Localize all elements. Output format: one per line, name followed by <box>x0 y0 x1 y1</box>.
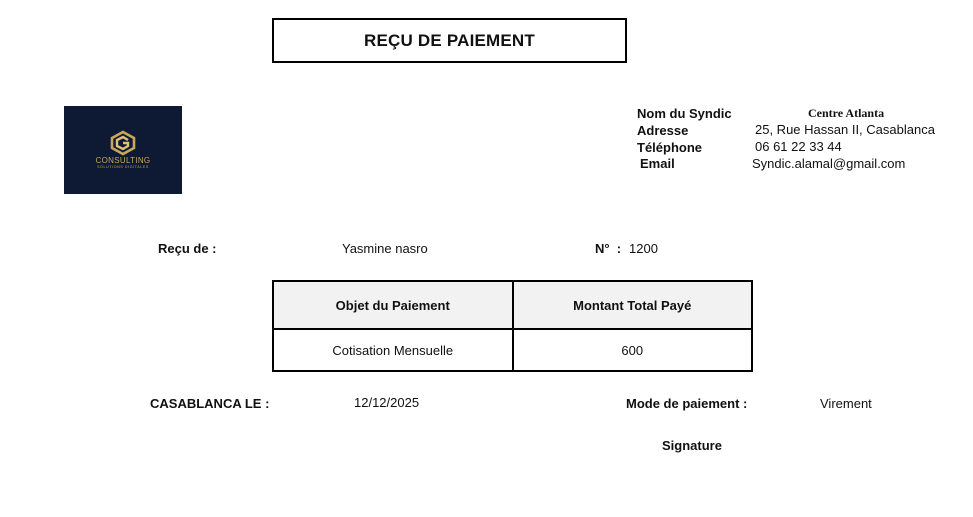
logo-tagline: SOLUTIONS DIGITALES <box>97 165 149 169</box>
syndic-name-label: Nom du Syndic <box>637 106 732 121</box>
column-header-object: Objet du Paiement <box>273 281 513 329</box>
payment-mode-label: Mode de paiement : <box>626 396 748 411</box>
syndic-address-value: 25, Rue Hassan II, Casablanca <box>755 122 935 137</box>
signature-label: Signature <box>662 438 722 453</box>
syndic-phone-value: 06 61 22 33 44 <box>755 139 842 154</box>
table-header-row <box>273 281 752 329</box>
receipt-number-label: N° : <box>595 241 622 256</box>
payment-object-cell: Cotisation Mensuelle <box>273 329 513 371</box>
payment-amount-cell: 600 <box>513 329 753 371</box>
syndic-email-label: Email <box>640 156 675 171</box>
receipt-title: REÇU DE PAIEMENT <box>272 18 627 63</box>
company-logo <box>64 106 182 194</box>
received-from-value: Yasmine nasro <box>342 241 428 256</box>
syndic-name-value: Centre Atlanta <box>808 106 885 120</box>
received-from-label: Reçu de : <box>158 241 217 256</box>
syndic-phone-label: Téléphone <box>637 140 703 155</box>
payment-mode-value: Virement <box>820 396 872 411</box>
logo-emblem-icon <box>109 130 137 156</box>
receipt-number-value: 1200 <box>629 241 658 256</box>
payment-table <box>272 280 753 372</box>
place-label: CASABLANCA LE : <box>150 396 270 411</box>
table-row <box>273 329 752 371</box>
syndic-email-value: Syndic.alamal@gmail.com <box>752 156 906 171</box>
date-value: 12/12/2025 <box>354 395 420 410</box>
logo-word: CONSULTING <box>95 156 151 165</box>
column-header-amount: Montant Total Payé <box>513 281 753 329</box>
syndic-address-label: Adresse <box>637 123 689 138</box>
